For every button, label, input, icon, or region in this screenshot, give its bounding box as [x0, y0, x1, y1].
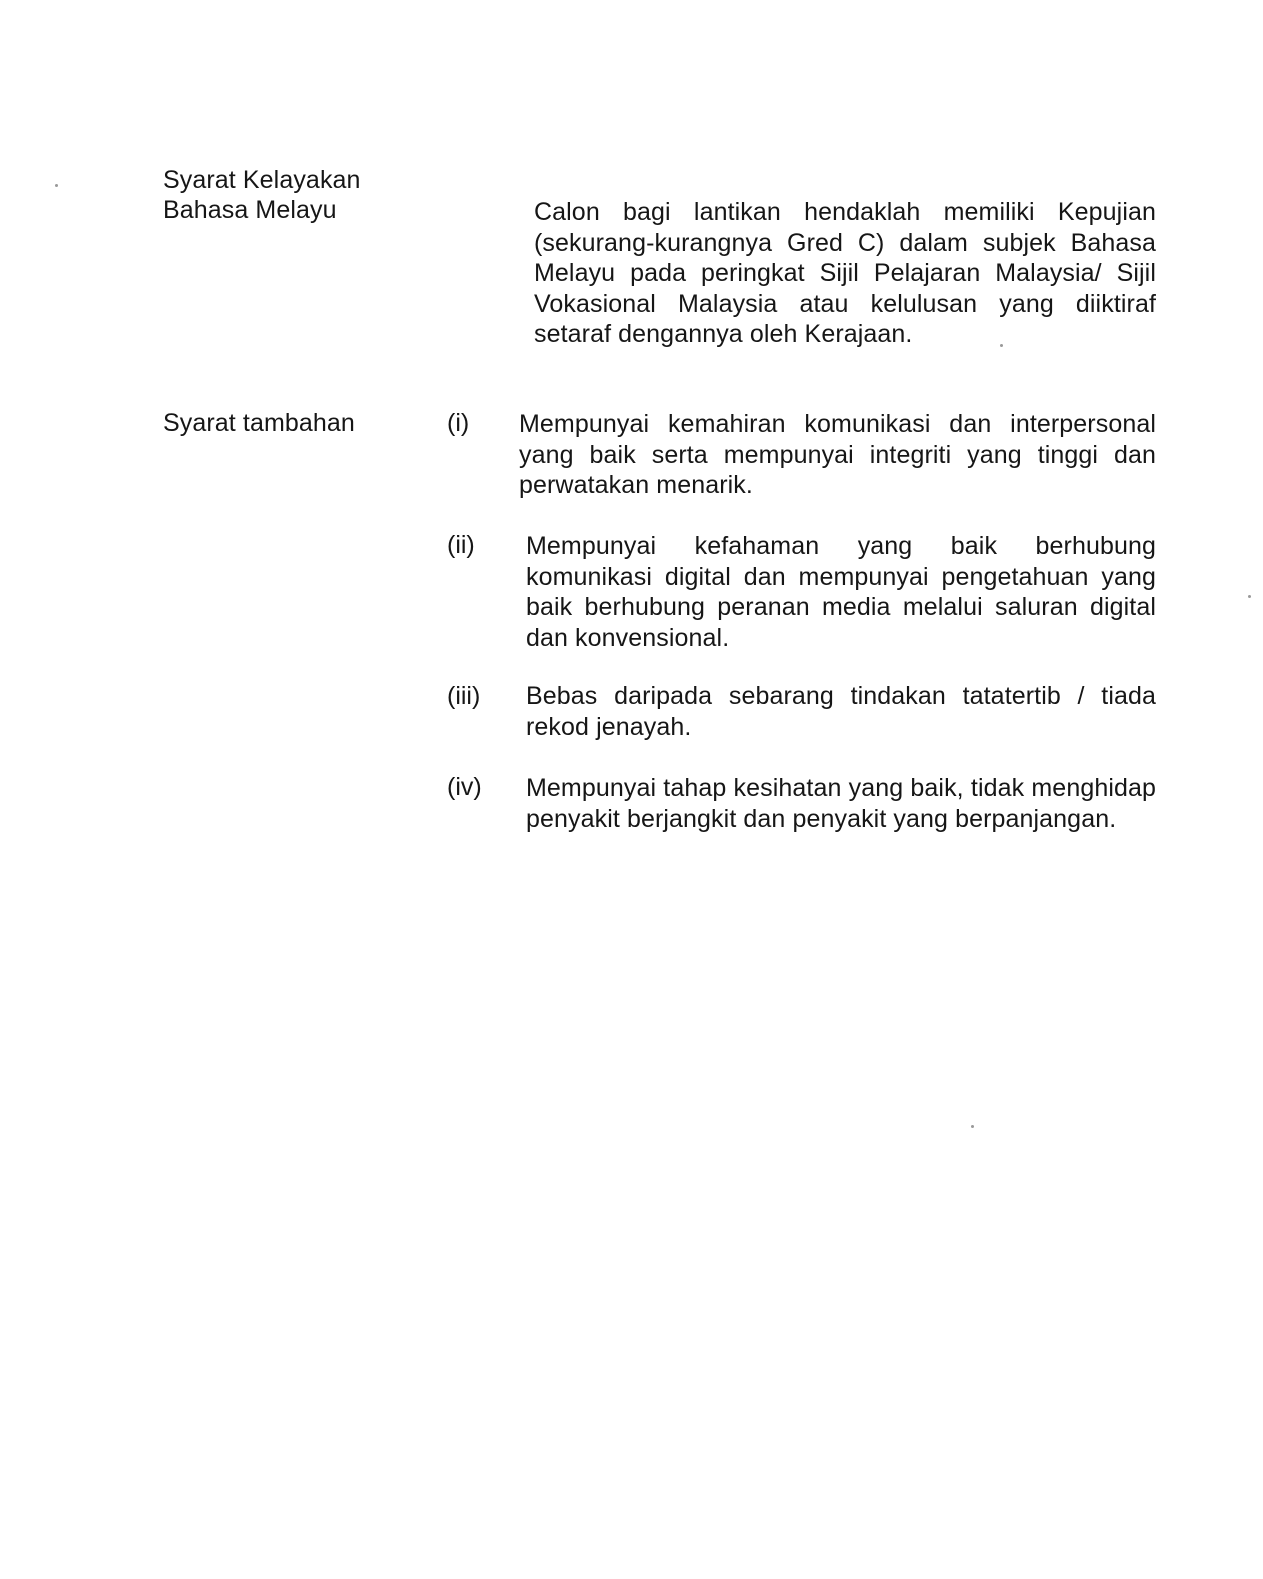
- item-text: Mempunyai tahap kesihatan yang baik, tidak menghidap penyakit berjangkit dan penyakit yang berpanjangan.: [526, 774, 1156, 833]
- scan-speck: [971, 1125, 974, 1128]
- item-number: (ii): [447, 531, 475, 559]
- scan-speck: [1248, 595, 1251, 598]
- item-number: (i): [447, 409, 470, 437]
- item-text: Mempunyai kefahaman yang baik berhubung komunikasi digital dan mempunyai pengetahuan yang baik berhubung peranan media melalui saluran digital dan konvensional.: [526, 532, 1156, 652]
- scan-speck: [1000, 344, 1003, 347]
- additional-label: Syarat tambahan: [163, 409, 355, 437]
- qualification-paragraph: Calon bagi lantikan hendaklah memiliki Kepujian (sekurang-kurangnya Gred C) dalam subjek Bahasa Melayu pada peringkat Sijil Pelajaran Malaysia/ Sijil Vokasional Malaysia atau kelulusan yang diiktiraf setaraf dengannya oleh Kerajaan.: [534, 198, 1156, 348]
- scan-speck: [55, 184, 58, 187]
- item-number: (iii): [447, 682, 481, 710]
- qualification-label-line1: Syarat Kelayakan: [163, 166, 361, 194]
- item-text: Mempunyai kemahiran komunikasi dan interpersonal yang baik serta mempunyai integriti yang tinggi dan perwatakan menarik.: [519, 410, 1156, 499]
- item-text: Bebas daripada sebarang tindakan tatatertib / tiada rekod jenayah.: [526, 682, 1156, 741]
- qualification-label-line2: Bahasa Melayu: [163, 196, 337, 224]
- item-number: (iv): [447, 773, 482, 801]
